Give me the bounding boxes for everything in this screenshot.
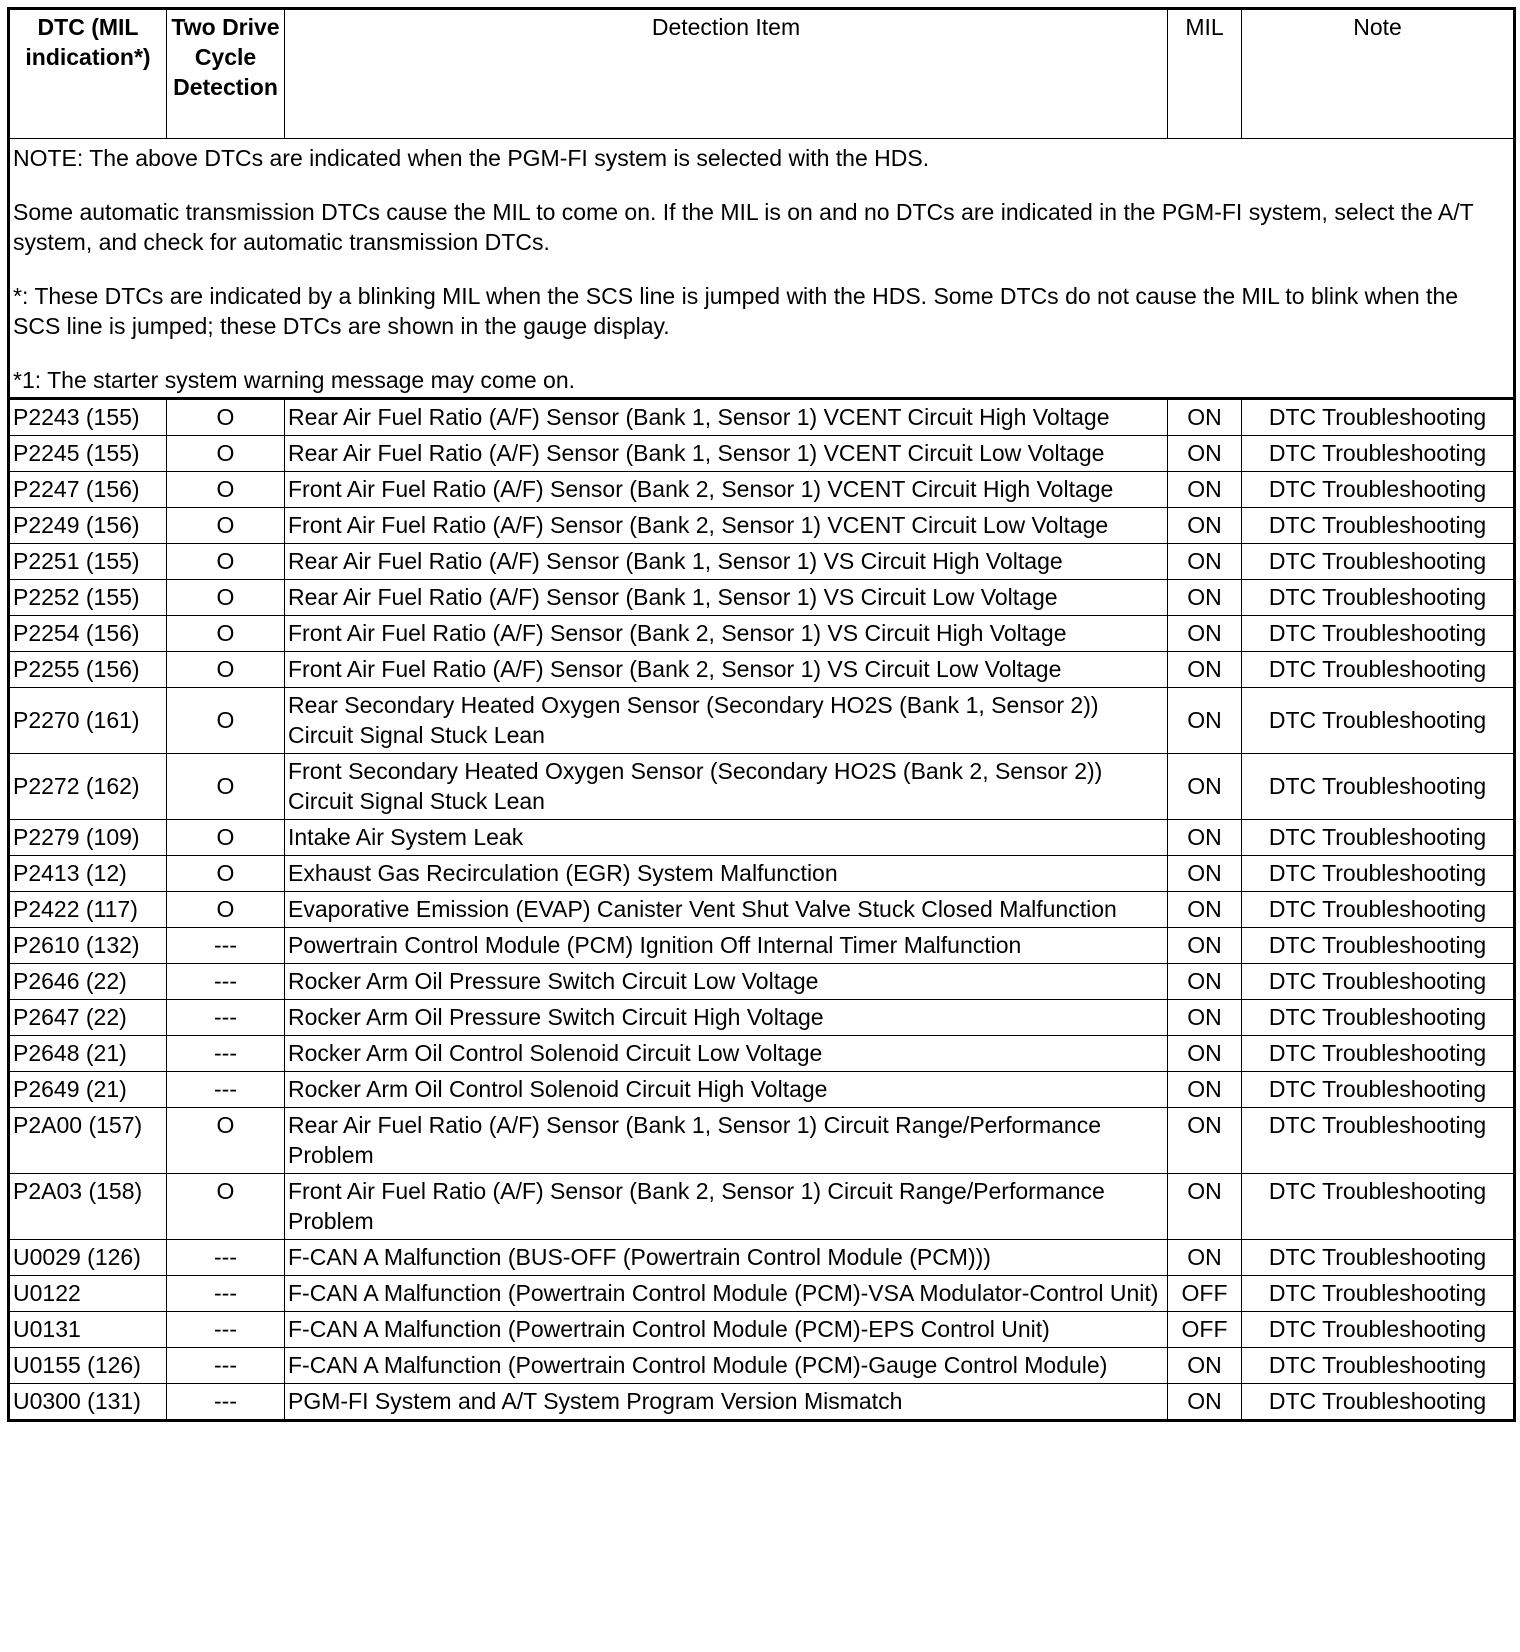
- mil-cell: ON: [1168, 820, 1242, 856]
- detection-item-cell: F-CAN A Malfunction (Powertrain Control Module (PCM)-VSA Modulator-Control Unit): [285, 1276, 1168, 1312]
- two-drive-cycle-cell: O: [167, 1174, 285, 1240]
- detection-item-cell: Rear Air Fuel Ratio (A/F) Sensor (Bank 1, Sensor 1) VS Circuit High Voltage: [285, 544, 1168, 580]
- table-row: [9, 436, 1515, 472]
- two-drive-cycle-cell: O: [167, 472, 285, 508]
- detection-item-cell: Rocker Arm Oil Pressure Switch Circuit Low Voltage: [285, 964, 1168, 1000]
- dtc-code-cell: P2647 (22): [9, 1000, 167, 1036]
- note-cell: DTC Troubleshooting: [1242, 399, 1515, 436]
- notes-cell: [9, 139, 1515, 399]
- mil-cell: ON: [1168, 856, 1242, 892]
- note-cell: DTC Troubleshooting: [1242, 508, 1515, 544]
- dtc-code-cell: U0029 (126): [9, 1240, 167, 1276]
- two-drive-cycle-cell: O: [167, 652, 285, 688]
- note-blinking-mil: *: These DTCs are indicated by a blinking MIL when the SCS line is jumped with the HDS. Some DTCs do not cause the MIL to blink when the SCS line is jumped; these DTCs are shown in the gauge display.: [13, 283, 1459, 339]
- table-row: [9, 1240, 1515, 1276]
- table-row: [9, 508, 1515, 544]
- note-automatic-transmission: Some automatic transmission DTCs cause the MIL to come on. If the MIL is on and no DTCs are indicated in the PGM-FI system, select the A/T system, and check for automatic transmission DTCs.: [13, 199, 1474, 255]
- dtc-code-cell: P2646 (22): [9, 964, 167, 1000]
- table-row: [9, 1276, 1515, 1312]
- dtc-code-cell: P2649 (21): [9, 1072, 167, 1108]
- two-drive-cycle-cell: ---: [167, 1036, 285, 1072]
- mil-cell: ON: [1168, 1000, 1242, 1036]
- detection-item-cell: Rear Air Fuel Ratio (A/F) Sensor (Bank 1, Sensor 1) VCENT Circuit Low Voltage: [285, 436, 1168, 472]
- mil-cell: ON: [1168, 616, 1242, 652]
- notes-row: [9, 139, 1515, 399]
- mil-cell: ON: [1168, 399, 1242, 436]
- table-row: [9, 1384, 1515, 1421]
- two-drive-cycle-cell: ---: [167, 1312, 285, 1348]
- note-cell: DTC Troubleshooting: [1242, 1276, 1515, 1312]
- note-cell: DTC Troubleshooting: [1242, 964, 1515, 1000]
- dtc-code-cell: P2272 (162): [9, 754, 167, 820]
- mil-cell: ON: [1168, 892, 1242, 928]
- table-row: [9, 1312, 1515, 1348]
- note-cell: DTC Troubleshooting: [1242, 928, 1515, 964]
- two-drive-cycle-cell: ---: [167, 1276, 285, 1312]
- detection-item-cell: Front Air Fuel Ratio (A/F) Sensor (Bank 2, Sensor 1) Circuit Range/Performance Problem: [285, 1174, 1168, 1240]
- table-row: [9, 820, 1515, 856]
- dtc-table: [7, 7, 1516, 1422]
- note-cell: DTC Troubleshooting: [1242, 544, 1515, 580]
- two-drive-cycle-cell: ---: [167, 1072, 285, 1108]
- dtc-code-cell: P2247 (156): [9, 472, 167, 508]
- dtc-document: [7, 7, 1513, 1422]
- two-drive-cycle-cell: ---: [167, 964, 285, 1000]
- detection-item-cell: Front Air Fuel Ratio (A/F) Sensor (Bank 2, Sensor 1) VS Circuit Low Voltage: [285, 652, 1168, 688]
- note-cell: DTC Troubleshooting: [1242, 1312, 1515, 1348]
- two-drive-cycle-cell: O: [167, 580, 285, 616]
- header-mil: MIL: [1168, 9, 1242, 139]
- header-row: [9, 9, 1515, 139]
- dtc-code-cell: U0300 (131): [9, 1384, 167, 1421]
- dtc-code-cell: P2249 (156): [9, 508, 167, 544]
- detection-item-cell: Front Air Fuel Ratio (A/F) Sensor (Bank 2, Sensor 1) VS Circuit High Voltage: [285, 616, 1168, 652]
- mil-cell: ON: [1168, 652, 1242, 688]
- note-cell: DTC Troubleshooting: [1242, 1072, 1515, 1108]
- note-cell: DTC Troubleshooting: [1242, 892, 1515, 928]
- table-row: [9, 652, 1515, 688]
- mil-cell: ON: [1168, 1384, 1242, 1421]
- two-drive-cycle-cell: O: [167, 688, 285, 754]
- note-cell: DTC Troubleshooting: [1242, 580, 1515, 616]
- detection-item-cell: Rear Air Fuel Ratio (A/F) Sensor (Bank 1, Sensor 1) Circuit Range/Performance Problem: [285, 1108, 1168, 1174]
- note-cell: DTC Troubleshooting: [1242, 1174, 1515, 1240]
- mil-cell: ON: [1168, 964, 1242, 1000]
- two-drive-cycle-cell: O: [167, 1108, 285, 1174]
- mil-cell: ON: [1168, 754, 1242, 820]
- two-drive-cycle-cell: O: [167, 754, 285, 820]
- two-drive-cycle-cell: O: [167, 544, 285, 580]
- table-row: [9, 856, 1515, 892]
- mil-cell: ON: [1168, 1108, 1242, 1174]
- table-row: [9, 928, 1515, 964]
- dtc-code-cell: P2245 (155): [9, 436, 167, 472]
- note-cell: DTC Troubleshooting: [1242, 688, 1515, 754]
- mil-cell: ON: [1168, 508, 1242, 544]
- note-cell: DTC Troubleshooting: [1242, 1108, 1515, 1174]
- two-drive-cycle-cell: O: [167, 508, 285, 544]
- header-note: Note: [1242, 9, 1515, 139]
- note-hds: NOTE: The above DTCs are indicated when the PGM-FI system is selected with the HDS.: [13, 145, 930, 171]
- detection-item-cell: Exhaust Gas Recirculation (EGR) System Malfunction: [285, 856, 1168, 892]
- dtc-code-cell: P2A03 (158): [9, 1174, 167, 1240]
- two-drive-cycle-cell: ---: [167, 1240, 285, 1276]
- note-cell: DTC Troubleshooting: [1242, 652, 1515, 688]
- dtc-code-cell: P2243 (155): [9, 399, 167, 436]
- two-drive-cycle-cell: ---: [167, 1000, 285, 1036]
- table-row: [9, 688, 1515, 754]
- table-row: [9, 1348, 1515, 1384]
- dtc-code-cell: P2422 (117): [9, 892, 167, 928]
- detection-item-cell: F-CAN A Malfunction (Powertrain Control Module (PCM)-Gauge Control Module): [285, 1348, 1168, 1384]
- two-drive-cycle-cell: O: [167, 399, 285, 436]
- table-row: [9, 399, 1515, 436]
- note-cell: DTC Troubleshooting: [1242, 616, 1515, 652]
- two-drive-cycle-cell: ---: [167, 1384, 285, 1421]
- header-dtc: DTC (MIL indication*): [9, 9, 167, 139]
- dtc-code-cell: P2270 (161): [9, 688, 167, 754]
- note-cell: DTC Troubleshooting: [1242, 856, 1515, 892]
- note-cell: DTC Troubleshooting: [1242, 820, 1515, 856]
- table-row: [9, 616, 1515, 652]
- mil-cell: OFF: [1168, 1312, 1242, 1348]
- mil-cell: ON: [1168, 472, 1242, 508]
- table-row: [9, 544, 1515, 580]
- detection-item-cell: Intake Air System Leak: [285, 820, 1168, 856]
- mil-cell: ON: [1168, 1240, 1242, 1276]
- detection-item-cell: Rear Secondary Heated Oxygen Sensor (Secondary HO2S (Bank 1, Sensor 2)) Circuit Signal Stuck Lean: [285, 688, 1168, 754]
- note-cell: DTC Troubleshooting: [1242, 472, 1515, 508]
- two-drive-cycle-cell: ---: [167, 928, 285, 964]
- detection-item-cell: F-CAN A Malfunction (Powertrain Control Module (PCM)-EPS Control Unit): [285, 1312, 1168, 1348]
- note-cell: DTC Troubleshooting: [1242, 1240, 1515, 1276]
- dtc-code-cell: P2A00 (157): [9, 1108, 167, 1174]
- table-row: [9, 1174, 1515, 1240]
- dtc-code-cell: P2254 (156): [9, 616, 167, 652]
- detection-item-cell: Powertrain Control Module (PCM) Ignition Off Internal Timer Malfunction: [285, 928, 1168, 964]
- dtc-code-cell: U0131: [9, 1312, 167, 1348]
- dtc-code-cell: P2279 (109): [9, 820, 167, 856]
- note-cell: DTC Troubleshooting: [1242, 754, 1515, 820]
- dtc-code-cell: P2255 (156): [9, 652, 167, 688]
- two-drive-cycle-cell: O: [167, 436, 285, 472]
- table-row: [9, 1108, 1515, 1174]
- detection-item-cell: Rear Air Fuel Ratio (A/F) Sensor (Bank 1, Sensor 1) VS Circuit Low Voltage: [285, 580, 1168, 616]
- detection-item-cell: Evaporative Emission (EVAP) Canister Vent Shut Valve Stuck Closed Malfunction: [285, 892, 1168, 928]
- dtc-code-cell: P2413 (12): [9, 856, 167, 892]
- two-drive-cycle-cell: O: [167, 820, 285, 856]
- table-row: [9, 892, 1515, 928]
- note-starter-warning: *1: The starter system warning message may come on.: [13, 367, 576, 393]
- mil-cell: ON: [1168, 1174, 1242, 1240]
- mil-cell: ON: [1168, 688, 1242, 754]
- header-two-drive-cycle: Two Drive Cycle Detection: [167, 9, 285, 139]
- mil-cell: ON: [1168, 436, 1242, 472]
- two-drive-cycle-cell: ---: [167, 1348, 285, 1384]
- table-row: [9, 1000, 1515, 1036]
- detection-item-cell: Front Secondary Heated Oxygen Sensor (Secondary HO2S (Bank 2, Sensor 2)) Circuit Signal Stuck Lean: [285, 754, 1168, 820]
- note-cell: DTC Troubleshooting: [1242, 1348, 1515, 1384]
- note-cell: DTC Troubleshooting: [1242, 1036, 1515, 1072]
- table-row: [9, 472, 1515, 508]
- dtc-code-cell: P2251 (155): [9, 544, 167, 580]
- mil-cell: ON: [1168, 1348, 1242, 1384]
- table-row: [9, 580, 1515, 616]
- mil-cell: ON: [1168, 544, 1242, 580]
- table-row: [9, 754, 1515, 820]
- two-drive-cycle-cell: O: [167, 616, 285, 652]
- mil-cell: ON: [1168, 1072, 1242, 1108]
- mil-cell: ON: [1168, 1036, 1242, 1072]
- dtc-code-cell: U0155 (126): [9, 1348, 167, 1384]
- detection-item-cell: Front Air Fuel Ratio (A/F) Sensor (Bank 2, Sensor 1) VCENT Circuit Low Voltage: [285, 508, 1168, 544]
- table-row: [9, 1036, 1515, 1072]
- note-cell: DTC Troubleshooting: [1242, 436, 1515, 472]
- note-cell: DTC Troubleshooting: [1242, 1000, 1515, 1036]
- mil-cell: ON: [1168, 928, 1242, 964]
- note-cell: DTC Troubleshooting: [1242, 1384, 1515, 1421]
- dtc-code-cell: P2648 (21): [9, 1036, 167, 1072]
- dtc-code-cell: P2252 (155): [9, 580, 167, 616]
- detection-item-cell: Rocker Arm Oil Pressure Switch Circuit High Voltage: [285, 1000, 1168, 1036]
- detection-item-cell: Rocker Arm Oil Control Solenoid Circuit High Voltage: [285, 1072, 1168, 1108]
- detection-item-cell: F-CAN A Malfunction (BUS-OFF (Powertrain Control Module (PCM))): [285, 1240, 1168, 1276]
- dtc-code-cell: U0122: [9, 1276, 167, 1312]
- detection-item-cell: PGM-FI System and A/T System Program Version Mismatch: [285, 1384, 1168, 1421]
- detection-item-cell: Rocker Arm Oil Control Solenoid Circuit Low Voltage: [285, 1036, 1168, 1072]
- detection-item-cell: Front Air Fuel Ratio (A/F) Sensor (Bank 2, Sensor 1) VCENT Circuit High Voltage: [285, 472, 1168, 508]
- dtc-code-cell: P2610 (132): [9, 928, 167, 964]
- two-drive-cycle-cell: O: [167, 856, 285, 892]
- header-detection-item: Detection Item: [285, 9, 1168, 139]
- mil-cell: OFF: [1168, 1276, 1242, 1312]
- table-row: [9, 964, 1515, 1000]
- detection-item-cell: Rear Air Fuel Ratio (A/F) Sensor (Bank 1, Sensor 1) VCENT Circuit High Voltage: [285, 399, 1168, 436]
- table-row: [9, 1072, 1515, 1108]
- mil-cell: ON: [1168, 580, 1242, 616]
- two-drive-cycle-cell: O: [167, 892, 285, 928]
